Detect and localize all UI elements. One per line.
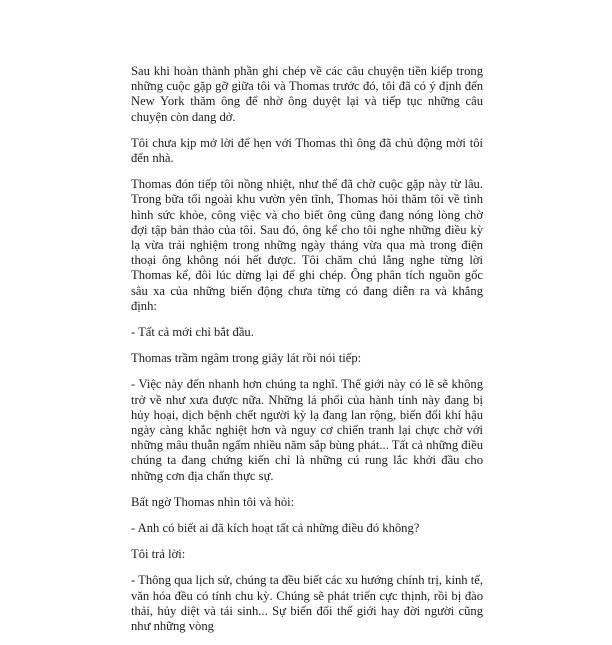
dialogue-line: - Anh có biết ai đã kích hoạt tất cả những điều đó không? [131,521,420,536]
paragraph: Tôi trả lời: [131,547,186,562]
paragraph: Thomas trầm ngâm trong giây lát rồi nói tiếp: [131,351,362,366]
dialogue-line: - Tất cả mới chỉ bắt đầu. [131,325,254,340]
paragraph: Bất ngờ Thomas nhìn tôi và hỏi: [131,494,295,509]
paragraph: Sau khi hoàn thành phần ghi chép về các câu chuyện tiền kiếp trong những cuộc gặp gỡ giữa tôi và Thomas trước đó, tôi đã có ý định đến New York thăm ông để nhờ ông duyệt lại và tiếp tục những câu chuyện còn dang dở. [131,64,483,124]
dialogue-line: - Thông qua lịch sử, chúng ta đều biết các xu hướng chính trị, kinh tế, văn hóa đều có tính chu kỳ. Chúng sẽ phát triển cực thịnh, rồi bị đào thải, hủy diệt và tái sinh... Sự biến đổi thế giới hay đời người cũng như những vòng [131,573,483,634]
paragraph: Tôi chưa kịp mở lời để hẹn với Thomas thì ông đã chủ động mời tôi đến nhà. [131,135,483,166]
dialogue-line: - Việc này đến nhanh hơn chúng ta nghĩ. Thế giới này có lẽ sẽ không trở về như xưa được nữa. Những lá phổi của hành tinh này đang bị hủy hoại, dịch bệnh chết người kỳ lạ đang lan rộng, biến đổi khí hậu ngày càng khắc nghiệt hơn và nguy cơ chiến tranh lại chực chờ với những mâu thuẫn ngấm nhiều năm sắp bùng phát... Tất cả những điều chúng ta đang chứng kiến chỉ là những cú rung lắc khởi đầu cho những cơn địa chấn thực sự. [131,377,483,483]
paragraph: Thomas đón tiếp tôi nồng nhiệt, như thể đã chờ cuộc gặp này từ lâu. Trong bữa tối ngoài khu vườn yên tĩnh, Thomas hỏi thăm tôi về tình hình sức khỏe, công việc và cho biết ông cũng đang nóng lòng chờ đợi tập bản thảo của tôi. Sau đó, ông kể cho tôi nghe những điều kỳ lạ vừa trải nghiệm trong những ngày tháng vừa qua mà trong điện thoại ông không nói hết được. Tôi chăm chú lắng nghe từng lời Thomas kể, đôi lúc dừng lại để ghi chép. Ông phân tích nguồn gốc sâu xa của những biến động chưa từng có đang diễn ra và khẳng định: [131,177,483,313]
body-text [131,64,483,645]
